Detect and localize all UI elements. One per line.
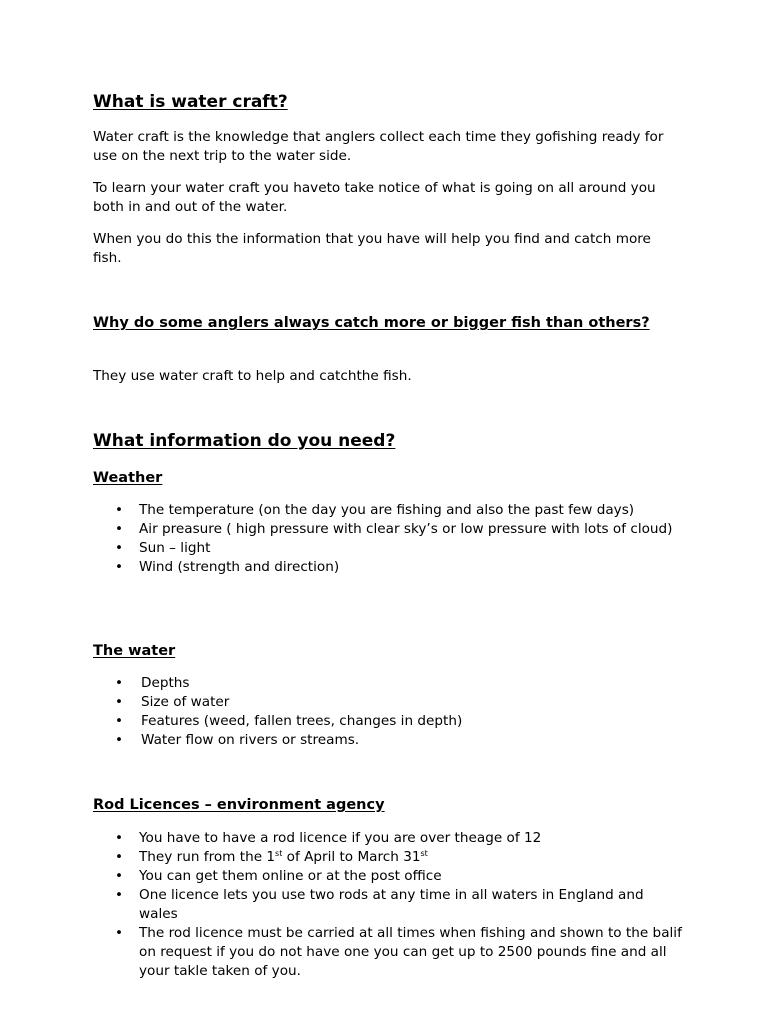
list-item: • Depths <box>93 674 693 693</box>
paragraph-water-craft-definition: Water craft is the knowledge that anglers collect each time they gofishing ready for use on the next trip to the water side. <box>93 129 664 164</box>
heading-weather: Weather <box>93 470 163 486</box>
water-list <box>93 674 693 750</box>
ordinal-suffix: st <box>420 849 428 858</box>
list-item: • Water flow on rivers or streams. <box>93 731 693 750</box>
list-item: • Air preasure ( high pressure with clear sky’s or low pressure with lots of cloud) <box>93 520 673 539</box>
heading-what-is-water-craft: What is water craft? <box>93 92 288 112</box>
ordinal-suffix: st <box>275 849 283 858</box>
heading-what-information: What information do you need? <box>93 431 396 451</box>
list-item: • Sun – light <box>93 539 673 558</box>
list-item: • You have to have a rod licence if you are over theage of 12 <box>93 829 683 848</box>
list-item <box>93 848 683 867</box>
list-item: • The temperature (on the day you are fishing and also the past few days) <box>93 501 673 520</box>
list-item: • You can get them online or at the post office <box>93 867 683 886</box>
paragraph-use-water-craft: They use water craft to help and catchthe fish. <box>93 368 412 384</box>
list-item: • One licence lets you use two rods at any time in all waters in England and wales <box>93 886 683 924</box>
licence-dates-text: of April to March 31 <box>282 849 421 865</box>
paragraph-find-more-fish: When you do this the information that you have will help you find and catch more fish. <box>93 231 651 266</box>
list-item: • Wind (strength and direction) <box>93 558 673 577</box>
rod-licences-list <box>93 829 683 981</box>
list-item: • Size of water <box>93 693 693 712</box>
heading-the-water: The water <box>93 643 176 659</box>
list-item: • The rod licence must be carried at all times when fishing and shown to the balif on request if you do not have one you can get up to 2500 pounds fine and all your takle taken of you. <box>93 924 683 981</box>
paragraph-learn-water-craft: To learn your water craft you haveto take notice of what is going on all around you both in and out of the water. <box>93 180 656 215</box>
list-item: • Features (weed, fallen trees, changes in depth) <box>93 712 693 731</box>
heading-rod-licences: Rod Licences – environment agency <box>93 797 385 813</box>
heading-why-some-anglers: Why do some anglers always catch more or bigger fish than others? <box>93 315 650 331</box>
licence-dates-text: They run from the 1 <box>139 849 276 865</box>
weather-list <box>93 501 673 577</box>
